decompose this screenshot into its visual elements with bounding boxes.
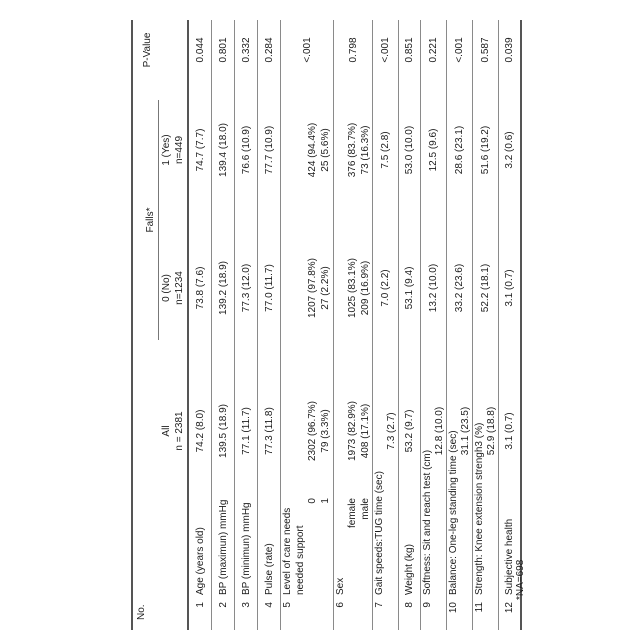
cell-falls-yes: 12.5 (9.6): [428, 128, 439, 172]
cell-p-value: 0.332: [240, 37, 252, 63]
cell-falls-no: 139.2 (18.9): [217, 261, 229, 315]
cell-p-value: <.001: [301, 37, 313, 63]
table-row: [189, 20, 212, 630]
row-number: 10: [448, 602, 459, 614]
header-falls-no-column: [160, 224, 186, 352]
cell-falls-yes: 139.4 (18.0): [217, 123, 229, 177]
row-number: 7: [374, 602, 385, 608]
cell-falls-yes: 28.6 (23.1): [454, 125, 465, 175]
header-falls-yes-column: [160, 88, 186, 212]
table-row: [235, 20, 258, 630]
table-header: [133, 20, 189, 630]
baseline-characteristics-table: [131, 20, 522, 630]
cell-all: 12.8 (10.0): [434, 406, 445, 456]
cell-all: 31.1 (23.5): [460, 406, 471, 456]
cell-all: 52.9 (18.8): [486, 406, 497, 456]
table-row: [399, 20, 421, 630]
cell-p-value: 0.221: [428, 37, 439, 63]
cell-all: 77.3 (11.8): [263, 407, 275, 455]
header-p-value: P-Value: [142, 32, 153, 68]
cell-p-value: 0.039: [504, 37, 515, 63]
table-row: [212, 20, 235, 630]
row-label-text: Subjective health: [504, 518, 515, 595]
cell-all: 77.1 (11.7): [240, 407, 252, 455]
cell-p-value: 0.587: [480, 37, 491, 63]
row-label: [258, 543, 280, 626]
cell-p-value: <.001: [454, 37, 465, 63]
cell-all: 1973 (82.9%) 408 (17.1%): [347, 400, 371, 462]
cell-all: 7.3 (2.7): [386, 412, 397, 450]
row-number: 9: [422, 602, 433, 608]
cell-all: 53.2 (9.7): [404, 409, 415, 453]
cell-falls-yes: 7.5 (2.8): [380, 131, 391, 169]
table-row: [447, 20, 473, 630]
cell-falls-no: 77.0 (11.7): [263, 264, 275, 312]
header-all-label: All: [161, 425, 172, 437]
header-falls-yes-n: n=449: [174, 135, 185, 165]
row-number: 1: [194, 602, 206, 608]
row-label-text: BP (maximun) mmHg: [217, 499, 229, 595]
cell-falls-yes: 77.7 (10.9): [263, 125, 275, 175]
cell-falls-no: 1207 (97.8%) 27 (2.2%): [307, 257, 331, 319]
cell-falls-no: 1025 (83.1%) 209 (16.9%): [347, 257, 371, 319]
row-label-text: Age (years old): [194, 527, 206, 595]
cell-all: 3.1 (0.7): [504, 412, 515, 450]
cell-falls-no: 53.1 (9.4): [404, 266, 415, 310]
row-label-text: Weight (kg): [404, 544, 415, 595]
row-label-text: Pulse (rate): [263, 543, 275, 595]
row-number: 8: [404, 602, 415, 608]
cell-all: 2302 (96.7%) 79 (3.3%): [307, 400, 331, 462]
cell-p-value: 0.801: [217, 37, 229, 63]
sub-row-label: male: [360, 498, 371, 520]
table-row: [473, 20, 499, 630]
cell-all: 139.5 (18.9): [217, 404, 229, 458]
cell-falls-no: 52.2 (18.1): [480, 263, 491, 313]
cell-falls-yes: 53.0 (10.0): [404, 125, 415, 175]
row-label-text: Gait speeds:TUG time (sec): [374, 471, 385, 595]
cell-falls-no: 3.1 (0.7): [504, 269, 515, 307]
row-number: 4: [263, 602, 275, 608]
cell-falls-yes: 376 (83.7%) 73 (16.3%): [347, 122, 371, 178]
sub-row-label: 1: [320, 498, 331, 504]
row-number: 12: [504, 602, 515, 614]
table-row: [281, 20, 334, 630]
cell-falls-yes: 3.2 (0.6): [504, 131, 515, 169]
header-falls-spanner: Falls*: [145, 100, 159, 340]
table-footnote: *NA=698: [515, 559, 526, 600]
cell-p-value: <.001: [380, 37, 391, 63]
cell-falls-yes: 424 (94.4%) 25 (5.6%): [307, 122, 331, 178]
row-label-text: Sex: [335, 577, 346, 595]
cell-falls-no: 7.0 (2.2): [380, 269, 391, 307]
cell-falls-no: 13.2 (10.0): [428, 263, 439, 313]
cell-falls-yes: 51.6 (19.2): [480, 125, 491, 175]
header-falls-no-label: 0 (No): [161, 274, 172, 302]
table-row: [373, 20, 399, 630]
row-number: 5: [282, 602, 293, 608]
row-label-text: Softness: Sit and reach test (cm): [422, 449, 433, 595]
cell-all: 74.2 (8.0): [194, 409, 206, 453]
sub-row-labels: [346, 498, 372, 626]
row-label: [212, 500, 234, 626]
row-label: [235, 502, 257, 626]
row-number: 3: [240, 602, 252, 608]
cell-falls-no: 73.8 (7.6): [194, 266, 206, 310]
row-label: [373, 471, 398, 626]
row-number: 6: [335, 602, 346, 608]
table-row: [258, 20, 281, 630]
sub-row-label: female: [347, 498, 358, 529]
row-label: [399, 544, 420, 626]
row-label-text: Level of care needs: [282, 507, 293, 595]
sub-row-label: 0: [307, 498, 318, 504]
row-label-text: BP (minimun) mmHg: [240, 502, 252, 595]
row-number: 11: [474, 602, 485, 613]
cell-p-value: 0.284: [263, 37, 275, 63]
cell-p-value: 0.044: [194, 37, 206, 63]
row-number: 2: [217, 602, 229, 608]
row-label: [189, 527, 211, 626]
row-label-text-line2: needed support: [294, 525, 306, 595]
table-row: [334, 20, 373, 630]
cell-falls-no: 33.2 (23.6): [454, 263, 465, 313]
header-falls-no-n: n=1234: [174, 271, 185, 305]
cell-falls-no: 77.3 (12.0): [240, 263, 252, 313]
row-label-text: Strength: Knee extension strengh3 (%): [474, 422, 485, 595]
row-label-text: Balance: One-leg standing time (sec): [448, 430, 459, 595]
cell-falls-yes: 74.7 (7.7): [194, 128, 206, 172]
cell-p-value: 0.798: [347, 37, 359, 63]
table-row: [421, 20, 447, 630]
sub-row-labels: [306, 498, 332, 626]
header-falls-yes-label: 1 (Yes): [161, 134, 172, 166]
row-label: [282, 508, 307, 626]
header-no: No.: [136, 604, 147, 620]
cell-falls-yes: 76.6 (10.9): [240, 125, 252, 175]
header-all-n: n = 2381: [174, 411, 185, 451]
cell-p-value: 0.851: [404, 37, 415, 63]
header-all-column: [160, 372, 186, 490]
table-row: [499, 20, 520, 630]
